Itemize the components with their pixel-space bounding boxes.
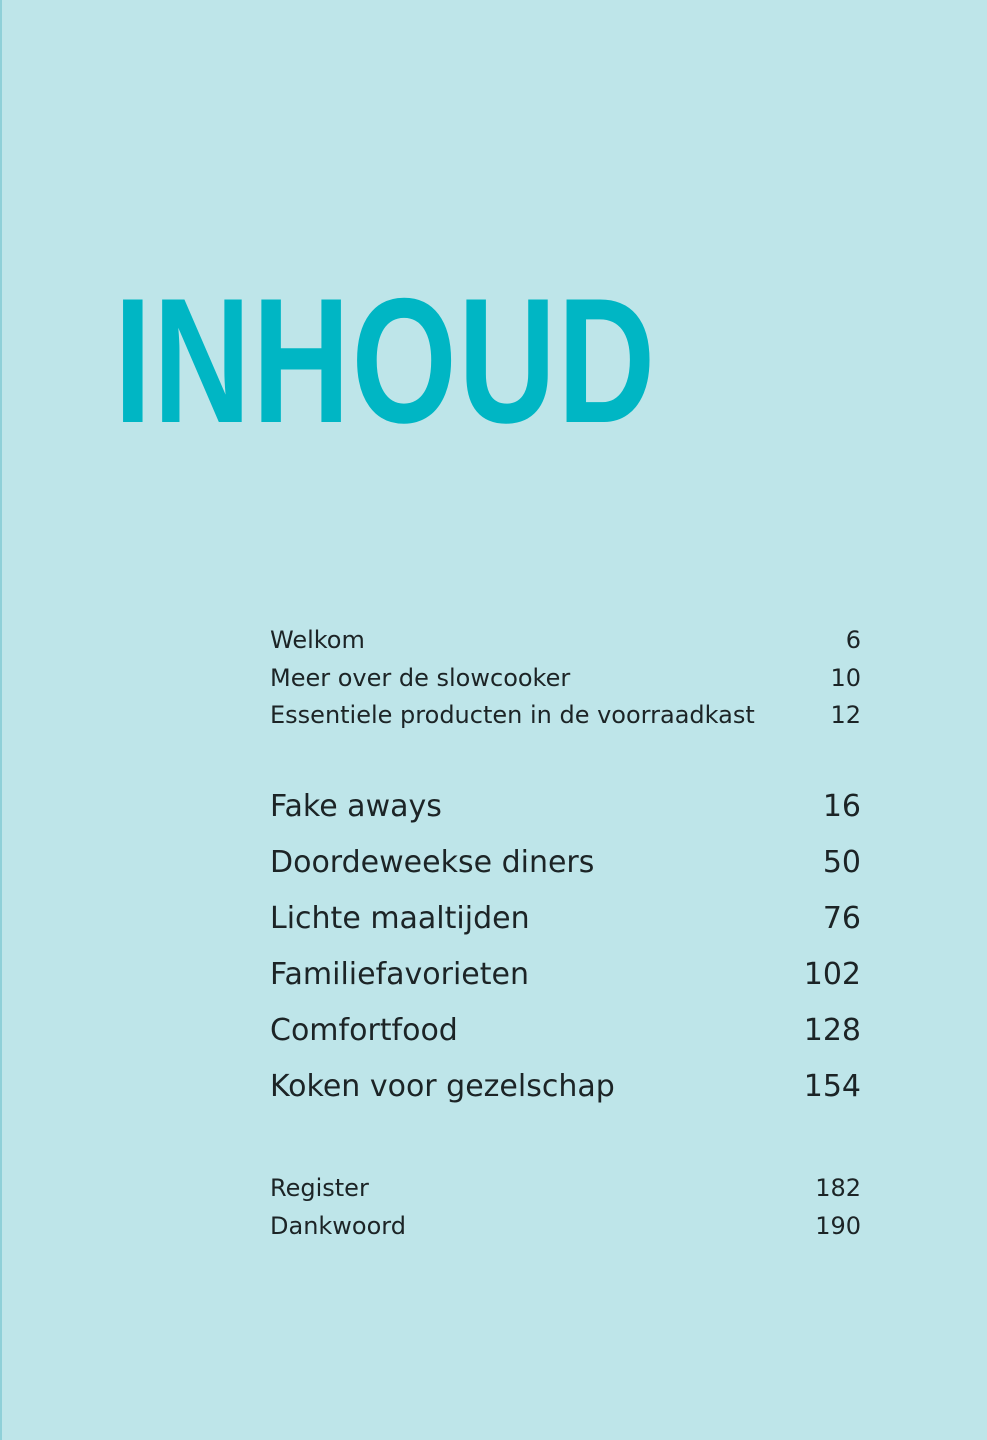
toc-entry-welkom[interactable] bbox=[270, 622, 861, 660]
toc-chapter-page-number: 16 bbox=[822, 789, 861, 824]
toc-chapter-label: Comfortfood bbox=[270, 1013, 458, 1048]
page-title: INHOUD bbox=[114, 261, 657, 460]
toc-chapter-page-number: 128 bbox=[803, 1013, 861, 1048]
toc-entry-label: Essentiele producten in de voorraadkast bbox=[270, 701, 755, 729]
toc-chapter-label: Koken voor gezelschap bbox=[270, 1069, 615, 1104]
toc-chapter-fake-aways[interactable] bbox=[270, 779, 861, 835]
toc-entry-page-number: 182 bbox=[815, 1174, 861, 1202]
toc-end-section bbox=[270, 1170, 861, 1245]
toc-chapter-doordeweekse-diners[interactable] bbox=[270, 835, 861, 891]
toc-entry-voorraadkast[interactable] bbox=[270, 697, 861, 735]
toc-chapters-section bbox=[270, 779, 861, 1115]
toc-chapter-label: Fake aways bbox=[270, 789, 442, 824]
toc-entry-label: Dankwoord bbox=[270, 1211, 406, 1240]
toc-chapter-label: Lichte maaltijden bbox=[270, 901, 530, 936]
toc-entry-label: Meer over de slowcooker bbox=[270, 663, 571, 692]
toc-entry-label: Welkom bbox=[270, 626, 365, 654]
toc-entry-register[interactable] bbox=[270, 1170, 861, 1208]
toc-entry-label: Register bbox=[270, 1174, 369, 1202]
toc-chapter-page-number: 50 bbox=[822, 845, 861, 880]
toc-chapter-label: Doordeweekse diners bbox=[270, 845, 595, 880]
toc-chapter-koken-voor-gezelschap[interactable] bbox=[270, 1059, 861, 1115]
toc-entry-page-number: 12 bbox=[830, 701, 861, 729]
toc-entry-page-number: 6 bbox=[845, 626, 861, 654]
toc-entry-slowcooker[interactable] bbox=[270, 660, 861, 698]
toc-intro-section bbox=[270, 622, 861, 735]
toc-chapter-familiefavorieten[interactable] bbox=[270, 947, 861, 1003]
toc-chapter-comfortfood[interactable] bbox=[270, 1003, 861, 1059]
toc-chapter-page-number: 102 bbox=[803, 957, 861, 992]
toc-entry-page-number: 190 bbox=[815, 1211, 861, 1240]
toc-entry-page-number: 10 bbox=[830, 663, 861, 692]
toc-chapter-page-number: 76 bbox=[822, 901, 861, 936]
toc-entry-dankwoord[interactable] bbox=[270, 1208, 861, 1246]
toc-chapter-lichte-maaltijden[interactable] bbox=[270, 891, 861, 947]
toc-chapter-page-number: 154 bbox=[803, 1069, 861, 1104]
toc-chapter-label: Familiefavorieten bbox=[270, 957, 529, 992]
